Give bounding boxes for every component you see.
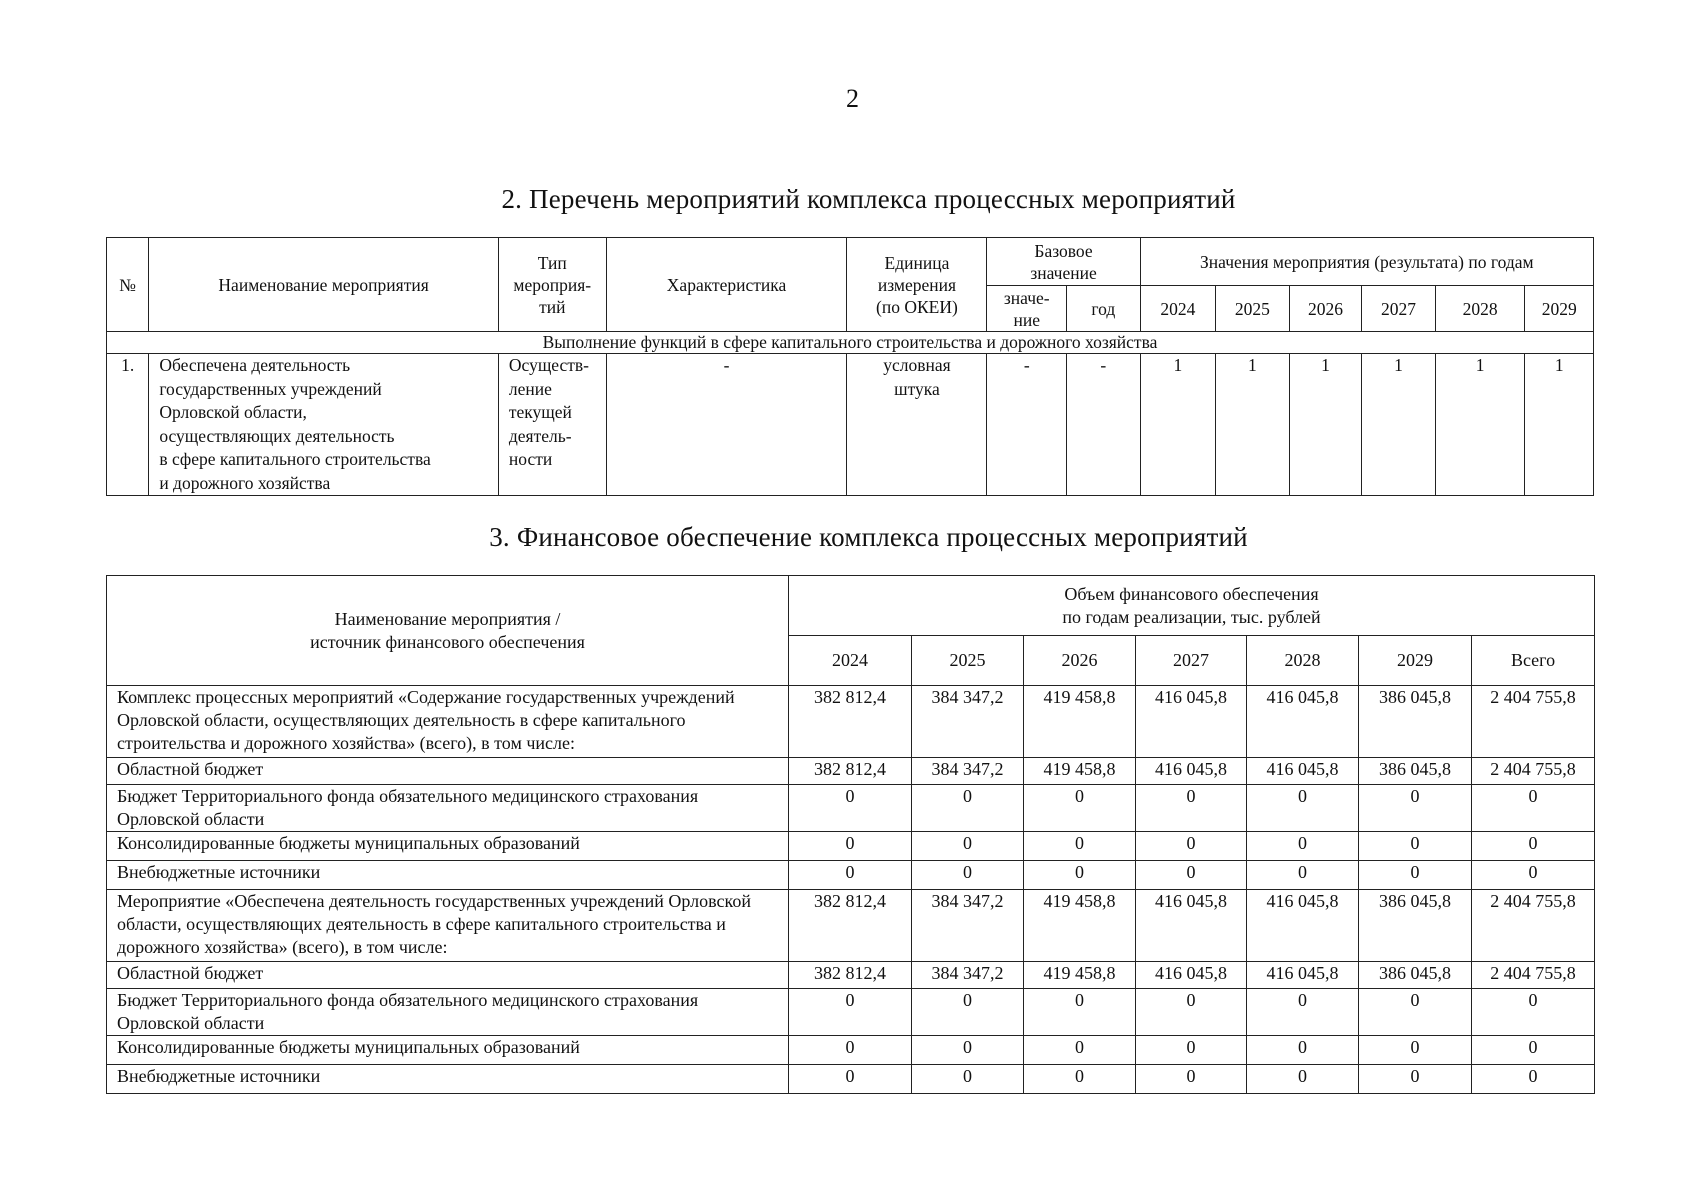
row-value: 0 (1359, 1065, 1472, 1094)
row-value: 384 347,2 (912, 758, 1024, 785)
header-year: 2027 (1362, 286, 1436, 332)
header-year: 2027 (1136, 636, 1247, 686)
row-value: 0 (789, 861, 912, 890)
row-name: Бюджет Территориального фонда обязательного медицинского страхования Орловской области (107, 989, 789, 1036)
row-value: 419 458,8 (1024, 758, 1136, 785)
row-base-year: - (1067, 354, 1141, 496)
row-value: 382 812,4 (789, 962, 912, 989)
row-value: 0 (912, 832, 1024, 861)
row-value: 1 (1216, 354, 1290, 496)
row-value: 0 (912, 1036, 1024, 1065)
row-value: 1 (1362, 354, 1436, 496)
header-type: Тип мероприя- тий (498, 238, 606, 332)
header-year: 2025 (912, 636, 1024, 686)
row-value: 0 (1247, 1065, 1359, 1094)
row-value: 386 045,8 (1359, 962, 1472, 989)
row-value: 0 (1024, 1065, 1136, 1094)
row-no: 1. (107, 354, 149, 496)
row-value: 382 812,4 (789, 890, 912, 962)
row-total: 0 (1472, 1036, 1595, 1065)
row-total: 2 404 755,8 (1472, 890, 1595, 962)
header-unit: Единица измерения (по ОКЕИ) (847, 238, 987, 332)
row-value: 386 045,8 (1359, 686, 1472, 758)
header-base: Базовое значение (987, 238, 1140, 286)
row-value: 0 (912, 785, 1024, 832)
row-value: 0 (789, 989, 912, 1036)
row-name: Обеспечена деятельность государственных учреждений Орловской области, осуществляющих деятельность в сфере капитального строительства и дорожного хозяйства (149, 354, 499, 496)
row-total: 2 404 755,8 (1472, 686, 1595, 758)
row-total: 0 (1472, 785, 1595, 832)
row-value: 0 (1136, 1036, 1247, 1065)
row-unit: условная штука (847, 354, 987, 496)
row-total: 2 404 755,8 (1472, 758, 1595, 785)
row-value: 1 (1435, 354, 1525, 496)
row-name: Внебюджетные источники (107, 861, 789, 890)
row-value: 0 (1359, 989, 1472, 1036)
table-row (107, 962, 1595, 989)
row-name: Консолидированные бюджеты муниципальных образований (107, 832, 789, 861)
row-total: 2 404 755,8 (1472, 962, 1595, 989)
row-value: 416 045,8 (1136, 890, 1247, 962)
table-row (107, 1036, 1595, 1065)
header-year: 2025 (1216, 286, 1290, 332)
header-name-source: Наименование мероприятия / источник финансового обеспечения (107, 576, 789, 686)
row-name: Мероприятие «Обеспечена деятельность государственных учреждений Орловской области, осуществляющих деятельность в сфере капитального строительства и дорожного хозяйства» (всего), в том числе: (107, 890, 789, 962)
section-2-title: 2. Перечень мероприятий комплекса процессных мероприятий (501, 184, 1236, 214)
row-value: 1 (1289, 354, 1362, 496)
row-value: 0 (789, 832, 912, 861)
row-total: 0 (1472, 861, 1595, 890)
row-value: 386 045,8 (1359, 758, 1472, 785)
row-value: 382 812,4 (789, 686, 912, 758)
row-value: 0 (1247, 861, 1359, 890)
row-value: 416 045,8 (1136, 962, 1247, 989)
row-value: 0 (1359, 1036, 1472, 1065)
header-year: 2026 (1289, 286, 1362, 332)
row-name: Областной бюджет (107, 962, 789, 989)
table-row (107, 785, 1595, 832)
row-value: 1 (1140, 354, 1216, 496)
header-year: 2028 (1247, 636, 1359, 686)
table-row (107, 861, 1595, 890)
row-base-value: - (987, 354, 1067, 496)
row-value: 416 045,8 (1136, 758, 1247, 785)
row-value: 386 045,8 (1359, 890, 1472, 962)
header-year: 2029 (1525, 286, 1594, 332)
row-value: 0 (1136, 989, 1247, 1036)
table-row (107, 758, 1595, 785)
row-value: 0 (1136, 861, 1247, 890)
header-year: 2029 (1359, 636, 1472, 686)
row-value: 384 347,2 (912, 890, 1024, 962)
financing-table (106, 575, 1595, 1094)
page-number: 2 (846, 84, 859, 113)
activities-table (106, 237, 1594, 496)
row-value: 0 (789, 1036, 912, 1065)
row-value: 0 (1247, 832, 1359, 861)
table-row (107, 1065, 1595, 1094)
row-value: 419 458,8 (1024, 890, 1136, 962)
table-row (107, 989, 1595, 1036)
row-value: 0 (1247, 1036, 1359, 1065)
row-value: 419 458,8 (1024, 686, 1136, 758)
row-value: 0 (1136, 832, 1247, 861)
row-name: Бюджет Территориального фонда обязательного медицинского страхования Орловской области (107, 785, 789, 832)
row-value: 0 (912, 1065, 1024, 1094)
row-value: 0 (1247, 989, 1359, 1036)
table-row (107, 832, 1595, 861)
header-year: 2028 (1435, 286, 1525, 332)
row-value: 416 045,8 (1247, 962, 1359, 989)
header-year: 2024 (789, 636, 912, 686)
row-value: 0 (1024, 785, 1136, 832)
section-row: Выполнение функций в сфере капитального строительства и дорожного хозяйства (107, 332, 1594, 354)
header-year: 2026 (1024, 636, 1136, 686)
row-value: 419 458,8 (1024, 962, 1136, 989)
header-name: Наименование мероприятия (149, 238, 499, 332)
row-value: 416 045,8 (1247, 890, 1359, 962)
row-value: 0 (1024, 989, 1136, 1036)
row-value: 1 (1525, 354, 1594, 496)
row-value: 382 812,4 (789, 758, 912, 785)
header-characteristic: Характеристика (606, 238, 847, 332)
table-row (107, 354, 1594, 496)
row-name: Областной бюджет (107, 758, 789, 785)
row-value: 416 045,8 (1247, 758, 1359, 785)
row-value: 384 347,2 (912, 686, 1024, 758)
header-base-year: год (1067, 286, 1141, 332)
row-name: Комплекс процессных мероприятий «Содержание государственных учреждений Орловской области, осуществляющих деятельность в сфере капитального строительства и дорожного хозяйства» (всего), в том числе: (107, 686, 789, 758)
row-value: 0 (912, 861, 1024, 890)
row-value: 0 (1024, 1036, 1136, 1065)
row-name: Внебюджетные источники (107, 1065, 789, 1094)
row-total: 0 (1472, 1065, 1595, 1094)
header-values-by-year: Значения мероприятия (результата) по годам (1140, 238, 1593, 286)
row-value: 0 (1024, 861, 1136, 890)
row-value: 0 (789, 1065, 912, 1094)
row-value: 416 045,8 (1136, 686, 1247, 758)
row-value: 0 (912, 989, 1024, 1036)
header-no: № (107, 238, 149, 332)
row-value: 0 (1359, 861, 1472, 890)
header-year: 2024 (1140, 286, 1216, 332)
row-characteristic: - (606, 354, 847, 496)
row-name: Консолидированные бюджеты муниципальных образований (107, 1036, 789, 1065)
table-row (107, 890, 1595, 962)
row-value: 0 (789, 785, 912, 832)
table-row (107, 686, 1595, 758)
row-value: 0 (1024, 832, 1136, 861)
header-total: Всего (1472, 636, 1595, 686)
row-value: 0 (1359, 785, 1472, 832)
row-value: 416 045,8 (1247, 686, 1359, 758)
row-value: 0 (1136, 785, 1247, 832)
header-volume: Объем финансового обеспечения по годам реализации, тыс. рублей (789, 576, 1595, 636)
row-value: 384 347,2 (912, 962, 1024, 989)
header-base-value: значе- ние (987, 286, 1067, 332)
row-type: Осуществ- ление текущей деятель- ности (498, 354, 606, 496)
row-total: 0 (1472, 832, 1595, 861)
row-value: 0 (1136, 1065, 1247, 1094)
section-3-title: 3. Финансовое обеспечение комплекса процессных мероприятий (489, 522, 1248, 552)
row-total: 0 (1472, 989, 1595, 1036)
row-value: 0 (1247, 785, 1359, 832)
row-value: 0 (1359, 832, 1472, 861)
